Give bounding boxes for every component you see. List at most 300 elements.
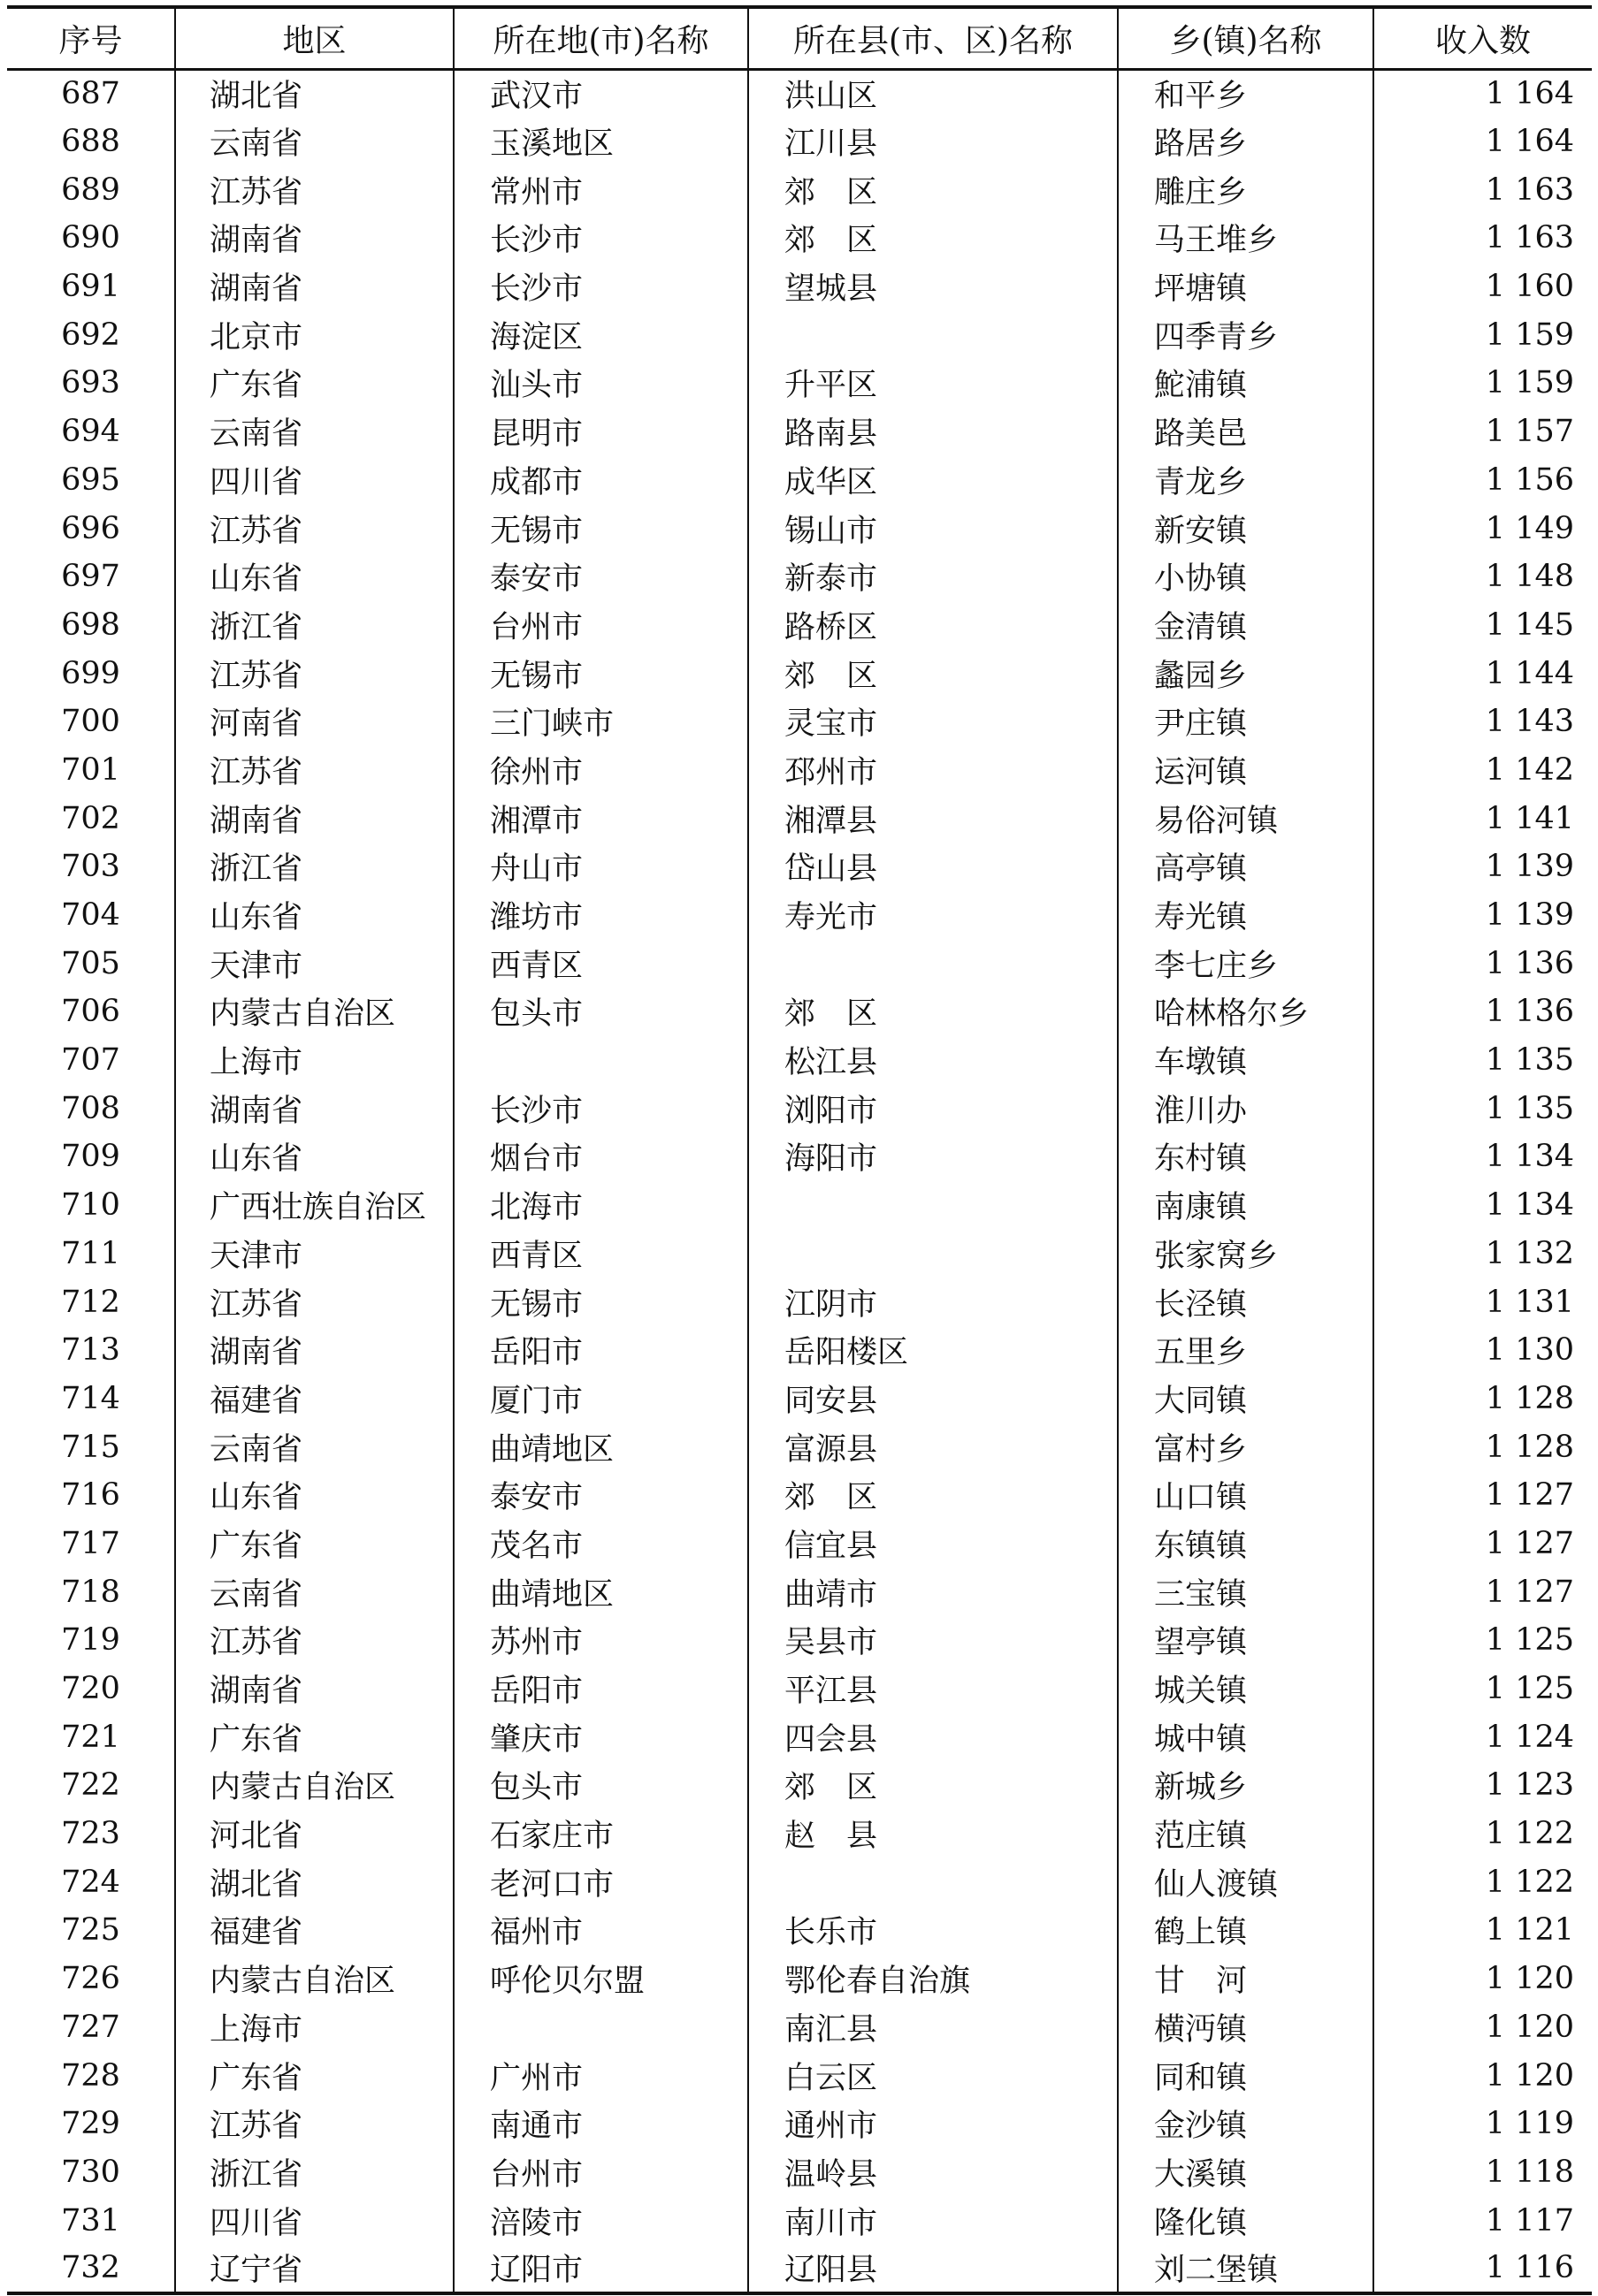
table-row (7, 601, 1592, 650)
table-row (7, 1181, 1592, 1230)
income-cell: 1 159 (1373, 359, 1592, 408)
serial-number-cell: 716 (61, 1477, 120, 1514)
town-cell: 小协镇 (1118, 553, 1373, 601)
income-cell: 1 120 (1373, 2003, 1592, 2052)
town-cell: 城中镇 (1118, 1712, 1373, 1761)
town-cell: 李七庄乡 (1118, 939, 1373, 988)
serial-number-cell: 699 (61, 655, 120, 691)
serial-number-cell: 729 (61, 2106, 120, 2142)
county-cell: 南川市 (748, 2196, 1118, 2245)
header-town-name: 乡(镇)名称 (1118, 7, 1373, 69)
table-row (7, 1036, 1592, 1085)
serial-number-cell: 712 (61, 1284, 120, 1320)
county-cell: 四会县 (748, 1712, 1118, 1761)
income-cell: 1 120 (1373, 2051, 1592, 2100)
county-cell: 白云区 (748, 2051, 1118, 2100)
city-cell: 玉溪地区 (454, 118, 748, 166)
town-cell: 城关镇 (1118, 1665, 1373, 1713)
region-cell: 河北省 (175, 1810, 454, 1858)
county-cell: 温岭县 (748, 2148, 1118, 2197)
town-cell: 新安镇 (1118, 504, 1373, 553)
city-cell: 武汉市 (454, 69, 748, 118)
region-cell: 广西壮族自治区 (175, 1181, 454, 1230)
income-cell: 1 136 (1373, 939, 1592, 988)
income-cell: 1 148 (1373, 553, 1592, 601)
income-cell: 1 125 (1373, 1665, 1592, 1713)
income-cell: 1 127 (1373, 1568, 1592, 1616)
serial-number-cell: 728 (61, 2057, 120, 2094)
serial-number-cell: 707 (61, 1042, 120, 1079)
city-cell: 成都市 (454, 456, 748, 505)
table-row (7, 553, 1592, 601)
income-cell: 1 127 (1373, 1471, 1592, 1520)
serial-number-cell: 732 (7, 2245, 175, 2293)
county-cell: 岳阳楼区 (748, 1326, 1118, 1375)
income-cell: 1 130 (1373, 1326, 1592, 1375)
city-cell: 无锡市 (454, 504, 748, 553)
city-cell (454, 2003, 748, 2052)
region-cell: 内蒙古自治区 (175, 1761, 454, 1810)
town-cell: 蠡园乡 (1118, 649, 1373, 698)
serial-number-cell: 690 (61, 220, 120, 256)
table-row (7, 1906, 1592, 1955)
table-row (7, 698, 1592, 746)
region-cell: 四川省 (175, 456, 454, 505)
county-cell: 郊 区 (748, 1471, 1118, 1520)
income-cell: 1 136 (1373, 988, 1592, 1036)
region-cell: 云南省 (175, 408, 454, 456)
table-row (7, 69, 1592, 118)
table-row (7, 2051, 1592, 2100)
table-row (7, 649, 1592, 698)
county-cell: 南汇县 (748, 2003, 1118, 2052)
region-cell: 山东省 (175, 553, 454, 601)
city-cell: 徐州市 (454, 746, 748, 795)
city-cell: 石家庄市 (454, 1810, 748, 1858)
serial-number-cell: 704 (61, 897, 120, 934)
county-cell: 郊 区 (748, 165, 1118, 214)
town-cell: 高亭镇 (1118, 843, 1373, 891)
serial-number-cell: 731 (61, 2202, 120, 2239)
town-cell: 长泾镇 (1118, 1278, 1373, 1326)
table-row (7, 118, 1592, 166)
income-cell: 1 134 (1373, 1181, 1592, 1230)
table-row (7, 310, 1592, 359)
header-region: 地区 (175, 7, 454, 69)
serial-number-cell: 720 (61, 1671, 120, 1707)
region-cell: 江苏省 (175, 2100, 454, 2148)
city-cell: 岳阳市 (454, 1665, 748, 1713)
county-cell (748, 1857, 1118, 1906)
town-cell: 张家窝乡 (1118, 1230, 1373, 1278)
town-cell: 望亭镇 (1118, 1616, 1373, 1665)
city-cell: 昆明市 (454, 408, 748, 456)
region-cell: 湖南省 (175, 1084, 454, 1133)
region-cell: 江苏省 (175, 504, 454, 553)
city-cell: 舟山市 (454, 843, 748, 891)
income-cell: 1 123 (1373, 1761, 1592, 1810)
table-row (7, 1857, 1592, 1906)
serial-number-cell: 722 (61, 1767, 120, 1804)
county-cell (748, 939, 1118, 988)
region-cell: 天津市 (175, 939, 454, 988)
town-cell: 新城乡 (1118, 1761, 1373, 1810)
city-cell: 海淀区 (454, 310, 748, 359)
region-cell: 广东省 (175, 1520, 454, 1568)
table-row (7, 263, 1592, 311)
region-cell: 天津市 (175, 1230, 454, 1278)
serial-number-cell: 700 (61, 704, 120, 740)
city-cell: 广州市 (454, 2051, 748, 2100)
table-row (7, 843, 1592, 891)
serial-number-cell: 694 (61, 414, 120, 450)
city-cell: 涪陵市 (454, 2196, 748, 2245)
income-cell: 1 131 (1373, 1278, 1592, 1326)
town-cell: 大溪镇 (1118, 2148, 1373, 2197)
region-cell: 湖北省 (175, 69, 454, 118)
county-cell: 升平区 (748, 359, 1118, 408)
income-cell: 1 164 (1373, 69, 1592, 118)
town-cell: 仙人渡镇 (1118, 1857, 1373, 1906)
income-cell: 1 134 (1373, 1133, 1592, 1181)
income-cell: 1 117 (1373, 2196, 1592, 2245)
table-row (7, 1423, 1592, 1471)
serial-number-cell: 727 (61, 2009, 120, 2045)
table-row (7, 1230, 1592, 1278)
region-cell: 江苏省 (175, 165, 454, 214)
income-cell: 1 145 (1373, 601, 1592, 650)
income-cell: 1 139 (1373, 843, 1592, 891)
town-cell: 金清镇 (1118, 601, 1373, 650)
income-cell: 1 143 (1373, 698, 1592, 746)
region-cell: 河南省 (175, 698, 454, 746)
table-row (7, 1375, 1592, 1423)
income-cell: 1 163 (1373, 214, 1592, 263)
income-cell: 1 139 (1373, 891, 1592, 940)
table-row (7, 2245, 1592, 2293)
city-cell: 长沙市 (454, 263, 748, 311)
region-cell: 福建省 (175, 1375, 454, 1423)
region-cell: 内蒙古自治区 (175, 1955, 454, 2003)
region-cell: 湖北省 (175, 1857, 454, 1906)
county-cell: 郊 区 (748, 214, 1118, 263)
town-cell: 寿光镇 (1118, 891, 1373, 940)
town-cell: 范庄镇 (1118, 1810, 1373, 1858)
table-row (7, 1326, 1592, 1375)
town-cell: 东村镇 (1118, 1133, 1373, 1181)
city-cell: 潍坊市 (454, 891, 748, 940)
city-cell: 无锡市 (454, 1278, 748, 1326)
county-cell: 郊 区 (748, 1761, 1118, 1810)
city-cell: 肇庆市 (454, 1712, 748, 1761)
county-cell: 吴县市 (748, 1616, 1118, 1665)
table-row (7, 1712, 1592, 1761)
town-cell: 三宝镇 (1118, 1568, 1373, 1616)
serial-number-cell: 698 (61, 606, 120, 643)
serial-number-cell: 719 (61, 1622, 120, 1659)
serial-number-cell: 697 (61, 559, 120, 595)
income-cell: 1 160 (1373, 263, 1592, 311)
region-cell: 江苏省 (175, 1616, 454, 1665)
county-cell: 辽阳县 (748, 2245, 1118, 2293)
region-cell: 湖南省 (175, 214, 454, 263)
region-cell: 云南省 (175, 1568, 454, 1616)
town-cell: 路美邑 (1118, 408, 1373, 456)
city-cell: 北海市 (454, 1181, 748, 1230)
city-cell: 岳阳市 (454, 1326, 748, 1375)
city-cell: 三门峡市 (454, 698, 748, 746)
serial-number-cell: 726 (61, 1961, 120, 1997)
region-cell: 湖南省 (175, 1665, 454, 1713)
county-cell: 岱山县 (748, 843, 1118, 891)
table-row (7, 359, 1592, 408)
income-cell: 1 159 (1373, 310, 1592, 359)
income-table-page (7, 5, 1592, 2295)
city-cell: 包头市 (454, 988, 748, 1036)
town-cell: 甘 河 (1118, 1955, 1373, 2003)
town-cell: 南康镇 (1118, 1181, 1373, 1230)
city-cell: 西青区 (454, 939, 748, 988)
county-cell: 新泰市 (748, 553, 1118, 601)
serial-number-cell: 718 (61, 1574, 120, 1610)
city-cell: 包头市 (454, 1761, 748, 1810)
table-row (7, 456, 1592, 505)
income-cell: 1 128 (1373, 1375, 1592, 1423)
income-cell: 1 120 (1373, 1955, 1592, 2003)
income-cell: 1 127 (1373, 1520, 1592, 1568)
serial-number-cell: 696 (61, 510, 120, 546)
table-row (7, 1520, 1592, 1568)
table-row (7, 1278, 1592, 1326)
city-cell: 台州市 (454, 601, 748, 650)
income-ranking-table (7, 5, 1592, 2295)
region-cell: 广东省 (175, 1712, 454, 1761)
income-cell: 1 142 (1373, 746, 1592, 795)
city-cell: 西青区 (454, 1230, 748, 1278)
income-cell: 1 141 (1373, 794, 1592, 843)
table-row (7, 2148, 1592, 2197)
table-row (7, 891, 1592, 940)
town-cell: 山口镇 (1118, 1471, 1373, 1520)
income-cell: 1 135 (1373, 1036, 1592, 1085)
table-row (7, 988, 1592, 1036)
town-cell: 五里乡 (1118, 1326, 1373, 1375)
city-cell: 烟台市 (454, 1133, 748, 1181)
table-row (7, 165, 1592, 214)
city-cell: 长沙市 (454, 1084, 748, 1133)
income-cell: 1 124 (1373, 1712, 1592, 1761)
town-cell: 金沙镇 (1118, 2100, 1373, 2148)
county-cell: 灵宝市 (748, 698, 1118, 746)
county-cell: 信宜县 (748, 1520, 1118, 1568)
serial-number-cell: 701 (61, 751, 120, 788)
income-cell: 1 157 (1373, 408, 1592, 456)
town-cell: 隆化镇 (1118, 2196, 1373, 2245)
region-cell: 湖南省 (175, 263, 454, 311)
region-cell: 广东省 (175, 2051, 454, 2100)
county-cell: 寿光市 (748, 891, 1118, 940)
county-cell: 富源县 (748, 1423, 1118, 1471)
serial-number-cell: 709 (61, 1139, 120, 1175)
region-cell: 云南省 (175, 118, 454, 166)
city-cell: 泰安市 (454, 1471, 748, 1520)
town-cell: 鹤上镇 (1118, 1906, 1373, 1955)
town-cell: 和平乡 (1118, 69, 1373, 118)
county-cell: 曲靖市 (748, 1568, 1118, 1616)
county-cell: 洪山区 (748, 69, 1118, 118)
city-cell: 福州市 (454, 1906, 748, 1955)
region-cell: 浙江省 (175, 601, 454, 650)
income-cell: 1 163 (1373, 165, 1592, 214)
town-cell: 雕庄乡 (1118, 165, 1373, 214)
serial-number-cell: 725 (61, 1912, 120, 1949)
region-cell: 辽宁省 (175, 2245, 454, 2293)
city-cell: 茂名市 (454, 1520, 748, 1568)
county-cell: 江川县 (748, 118, 1118, 166)
income-cell: 1 125 (1373, 1616, 1592, 1665)
table-row (7, 794, 1592, 843)
county-cell: 平江县 (748, 1665, 1118, 1713)
region-cell: 浙江省 (175, 2148, 454, 2197)
header-city-name: 所在地(市)名称 (454, 7, 748, 69)
region-cell: 四川省 (175, 2196, 454, 2245)
town-cell: 马王堆乡 (1118, 214, 1373, 263)
region-cell: 湖南省 (175, 794, 454, 843)
city-cell: 泰安市 (454, 553, 748, 601)
county-cell (748, 1230, 1118, 1278)
serial-number-cell: 714 (61, 1380, 120, 1416)
region-cell: 广东省 (175, 359, 454, 408)
county-cell: 郊 区 (748, 649, 1118, 698)
city-cell: 汕头市 (454, 359, 748, 408)
city-cell: 曲靖地区 (454, 1423, 748, 1471)
county-cell: 海阳市 (748, 1133, 1118, 1181)
serial-number-cell: 693 (61, 365, 120, 401)
town-cell: 易俗河镇 (1118, 794, 1373, 843)
header-row (7, 7, 1592, 69)
county-cell: 通州市 (748, 2100, 1118, 2148)
table-row (7, 1665, 1592, 1713)
serial-number-cell: 717 (61, 1525, 120, 1561)
table-row (7, 1084, 1592, 1133)
county-cell: 鄂伦春自治旗 (748, 1955, 1118, 2003)
region-cell: 云南省 (175, 1423, 454, 1471)
serial-number-cell: 724 (61, 1864, 120, 1900)
serial-number-cell: 713 (61, 1332, 120, 1369)
header-county-name: 所在县(市、区)名称 (748, 7, 1118, 69)
region-cell: 江苏省 (175, 649, 454, 698)
town-cell: 东镇镇 (1118, 1520, 1373, 1568)
table-row (7, 746, 1592, 795)
serial-number-cell: 689 (61, 172, 120, 208)
city-cell: 老河口市 (454, 1857, 748, 1906)
county-cell: 同安县 (748, 1375, 1118, 1423)
county-cell: 湘潭县 (748, 794, 1118, 843)
town-cell: 横沔镇 (1118, 2003, 1373, 2052)
county-cell: 路桥区 (748, 601, 1118, 650)
region-cell: 江苏省 (175, 746, 454, 795)
income-cell: 1 122 (1373, 1810, 1592, 1858)
header-income: 收入数 (1373, 7, 1592, 69)
table-row (7, 1616, 1592, 1665)
city-cell: 常州市 (454, 165, 748, 214)
town-cell: 路居乡 (1118, 118, 1373, 166)
town-cell: 鮀浦镇 (1118, 359, 1373, 408)
table-row (7, 408, 1592, 456)
county-cell: 江阴市 (748, 1278, 1118, 1326)
town-cell: 富村乡 (1118, 1423, 1373, 1471)
serial-number-cell: 703 (61, 849, 120, 885)
table-row (7, 504, 1592, 553)
town-cell: 车墩镇 (1118, 1036, 1373, 1085)
county-cell: 锡山市 (748, 504, 1118, 553)
county-cell: 长乐市 (748, 1906, 1118, 1955)
header-serial-number: 序号 (7, 7, 175, 69)
town-cell: 刘二堡镇 (1118, 2245, 1373, 2293)
income-cell: 1 119 (1373, 2100, 1592, 2148)
table-row (7, 1133, 1592, 1181)
serial-number-cell: 692 (61, 317, 120, 353)
income-cell: 1 164 (1373, 118, 1592, 166)
region-cell: 湖南省 (175, 1326, 454, 1375)
county-cell: 松江县 (748, 1036, 1118, 1085)
region-cell: 山东省 (175, 891, 454, 940)
city-cell: 湘潭市 (454, 794, 748, 843)
serial-number-cell: 688 (61, 124, 120, 160)
county-cell: 邳州市 (748, 746, 1118, 795)
serial-number-cell: 695 (61, 461, 120, 498)
county-cell: 赵 县 (748, 1810, 1118, 1858)
table-row (7, 1761, 1592, 1810)
serial-number-cell: 702 (61, 800, 120, 836)
serial-number-cell: 723 (61, 1816, 120, 1852)
serial-number-cell: 705 (61, 945, 120, 981)
town-cell: 尹庄镇 (1118, 698, 1373, 746)
table-row (7, 939, 1592, 988)
county-cell (748, 1181, 1118, 1230)
city-cell: 无锡市 (454, 649, 748, 698)
town-cell: 哈林格尔乡 (1118, 988, 1373, 1036)
income-cell: 1 118 (1373, 2148, 1592, 2197)
region-cell: 山东省 (175, 1133, 454, 1181)
region-cell: 福建省 (175, 1906, 454, 1955)
table-row (7, 214, 1592, 263)
income-cell: 1 128 (1373, 1423, 1592, 1471)
region-cell: 浙江省 (175, 843, 454, 891)
table-row (7, 1955, 1592, 2003)
county-cell: 路南县 (748, 408, 1118, 456)
table-row (7, 1568, 1592, 1616)
income-cell: 1 156 (1373, 456, 1592, 505)
county-cell: 成华区 (748, 456, 1118, 505)
region-cell: 江苏省 (175, 1278, 454, 1326)
serial-number-cell: 730 (61, 2154, 120, 2190)
table-row (7, 1471, 1592, 1520)
income-cell: 1 132 (1373, 1230, 1592, 1278)
serial-number-cell: 711 (61, 1235, 120, 1271)
town-cell: 青龙乡 (1118, 456, 1373, 505)
city-cell: 长沙市 (454, 214, 748, 263)
city-cell: 曲靖地区 (454, 1568, 748, 1616)
serial-number-cell: 706 (61, 994, 120, 1030)
table-row (7, 1810, 1592, 1858)
town-cell: 运河镇 (1118, 746, 1373, 795)
county-cell: 郊 区 (748, 988, 1118, 1036)
income-cell: 1 116 (1373, 2245, 1592, 2293)
city-cell (454, 1036, 748, 1085)
serial-number-cell: 708 (61, 1090, 120, 1126)
table-row (7, 2196, 1592, 2245)
